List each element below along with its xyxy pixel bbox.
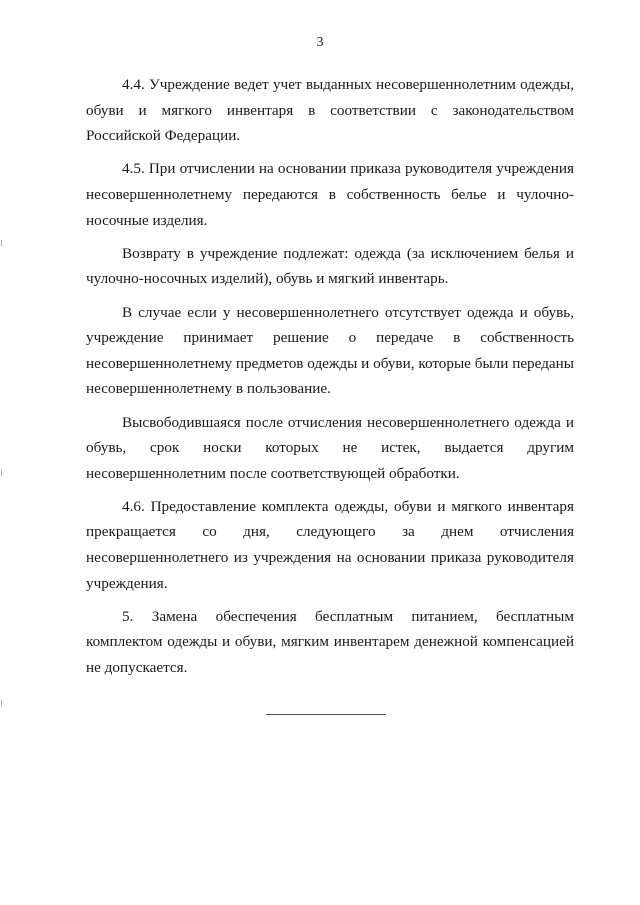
scan-mark — [1, 240, 2, 246]
page-number: 3 — [316, 35, 324, 50]
paragraph-5 — [86, 604, 574, 681]
paragraph-line: комплектом одежды и обуви, мягким инвентарем денежной компенсацией — [86, 633, 574, 651]
paragraph-line: несовершеннолетнему предметов одежды и обуви, которые были переданы — [86, 354, 574, 372]
paragraph-line: учреждение принимает решение о передаче в собственность — [86, 329, 574, 347]
end-of-text-rule — [266, 714, 386, 715]
paragraph-line: не допускается. — [86, 659, 188, 677]
document-body — [86, 72, 574, 688]
paragraph-line: прекращается со дня, следующего за днем отчисления — [86, 523, 574, 541]
paragraph-line: обуви и мягкого инвентаря в соответствии с законодательством — [86, 101, 574, 119]
paragraph-line: обувь, срок носки которых не истек, выдается другим — [86, 439, 574, 457]
paragraph-line: Возврату в учреждение подлежат: одежда (за исключением белья и — [122, 244, 574, 262]
paragraph-no-clothing — [86, 300, 574, 402]
paragraph-4-6 — [86, 494, 574, 596]
paragraph-line: учреждения. — [86, 574, 168, 592]
paragraph-line: Российской Федерации. — [86, 127, 241, 145]
paragraph-4-5 — [86, 156, 574, 233]
paragraph-line: несовершеннолетнему передаются в собственность белье и чулочно- — [86, 185, 574, 203]
paragraph-line: несовершеннолетним после соответствующей обработки. — [86, 464, 460, 482]
paragraph-line: носочные изделия. — [86, 211, 208, 229]
paragraph-line: несовершеннолетнего из учреждения на основании приказа руководителя — [86, 549, 574, 567]
scan-mark — [1, 700, 2, 706]
paragraph-line: В случае если у несовершеннолетнего отсутствует одежда и обувь, — [122, 303, 574, 321]
scan-edge-marks — [0, 0, 4, 905]
paragraph-4-4 — [86, 72, 574, 149]
paragraph-line: чулочно-носочных изделий), обувь и мягкий инвентарь. — [86, 270, 449, 288]
paragraph-line: 4.5. При отчислении на основании приказа руководителя учреждения — [122, 160, 574, 178]
paragraph-return — [86, 241, 574, 292]
paragraph-line: 4.6. Предоставление комплекта одежды, обуви и мягкого инвентаря — [122, 497, 574, 515]
scan-mark — [1, 470, 2, 476]
paragraph-line: 4.4. Учреждение ведет учет выданных несовершеннолетним одежды, — [122, 76, 574, 93]
paragraph-line: Высвободившаяся после отчисления несовершеннолетнего одежда и — [122, 413, 574, 431]
paragraph-released-clothing — [86, 410, 574, 487]
paragraph-line: 5. Замена обеспечения бесплатным питанием, бесплатным — [122, 607, 574, 625]
paragraph-line: несовершеннолетнему в пользование. — [86, 380, 331, 398]
